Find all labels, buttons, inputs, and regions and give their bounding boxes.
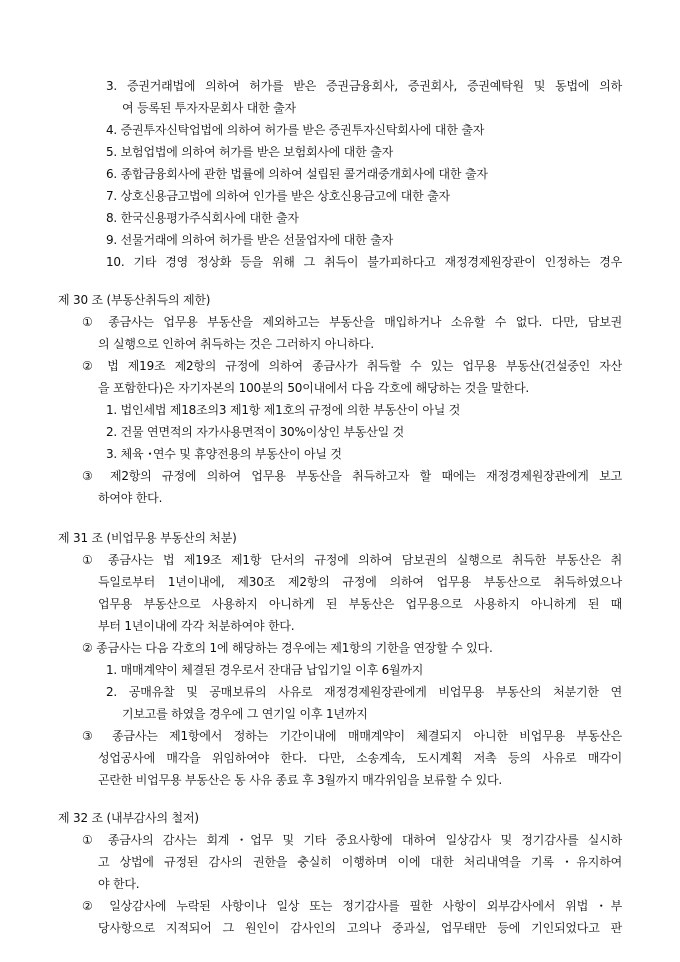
art31-para2: ② 종금사는 다음 각호의 1에 해당하는 경우에는 제1항의 기한을 연장할 수 있다. [82, 641, 493, 655]
art32-para1: ① 종금사의 감사는 회계 ･업무 및 기타 중요사항에 대하여 일상감사 및 정기감사를 실시하 [82, 833, 622, 847]
art30-para1: ① 종금사는 업무용 부동산을 제외하고는 부동산을 매입하거나 소유할 수 없다. 다만, 담보권 [82, 315, 622, 329]
art30-item1: 1. 법인세법 제18조의3 제1항 제1호의 규정에 의한 부동산이 아닐 것 [106, 403, 461, 417]
art31-item2-cont: 기보고를 하였을 경우에 그 연기일 이후 1년까지 [122, 707, 368, 721]
art30-item2: 2. 건물 연면적의 자가사용면적이 30%이상인 부동산일 것 [106, 425, 405, 439]
art30-para1-cont: 의 실행으로 인하여 취득하는 것은 그러하지 아니하다. [98, 337, 374, 351]
art30-item3: 3. 체육 ･연수 및 휴양전용의 부동산이 아닐 것 [106, 447, 342, 461]
art31-para1: ① 종금사는 법 제19조 제1항 단서의 규정에 의하여 담보권의 실행으로 취득한 부동산은 취 [82, 553, 622, 567]
art30-para2-cont: 을 포함한다)은 자기자본의 100분의 50이내에서 다음 각호에 해당하는 것을 말한다. [98, 381, 529, 395]
list-item-5: 5. 보험업법에 의하여 허가를 받은 보험회사에 대한 출자 [106, 145, 393, 159]
list-item-10: 10. 기타 경영 정상화 등을 위해 그 취득이 불가피하다고 재정경제원장관이 인정하는 경우 [106, 255, 622, 269]
art30-para3: ③ 제2항의 규정에 의하여 업무용 부동산을 취득하고자 할 때에는 재정경제원장관에게 보고 [82, 469, 622, 483]
article-31-heading: 제 31 조 (비업무용 부동산의 처분) [58, 531, 237, 545]
article-32-heading: 제 32 조 (내부감사의 철저) [58, 811, 199, 825]
art32-para1-cont2: 야 한다. [98, 877, 140, 891]
art31-para1-cont1: 득일로부터 1년이내에, 제30조 제2항의 규정에 의하여 업무용 부동산으로 취득하였으나 [98, 575, 622, 589]
art30-para3-cont: 하여야 한다. [98, 491, 163, 505]
list-item-3: 3. 증권거래법에 의하여 허가를 받은 증권금융회사, 증권회사, 증권예탁원 및 동법에 의하 [106, 79, 622, 93]
list-item-3-cont: 여 등록된 투자자문회사 대한 출자 [122, 101, 296, 115]
list-item-8: 8. 한국신용평가주식회사에 대한 출자 [106, 211, 299, 225]
art30-para2: ② 법 제19조 제2항의 규정에 의하여 종금사가 취득할 수 있는 업무용 부동산(건설중인 자산 [82, 359, 622, 373]
art31-para1-cont2: 업무용 부동산으로 사용하지 아니하게 된 부동산은 업무용으로 사용하지 아니하게 된 때 [98, 597, 622, 611]
article-30-heading: 제 30 조 (부동산취득의 제한) [58, 293, 211, 307]
art31-item2: 2. 공매유찰 및 공매보류의 사유로 재정경제원장관에게 비업무용 부동산의 처분기한 연 [106, 685, 622, 699]
list-item-6: 6. 종합금융회사에 관한 법률에 의하여 설립된 콜거래중개회사에 대한 출자 [106, 167, 488, 181]
art31-para1-cont3: 부터 1년이내에 각각 처분하여야 한다. [98, 619, 295, 633]
art31-para3-cont2: 곤란한 비업무용 부동산은 동 사유 종료 후 3월까지 매각위임을 보류할 수 있다. [98, 773, 502, 787]
list-item-9: 9. 선물거래에 의하여 허가를 받은 선물업자에 대한 출자 [106, 233, 393, 247]
art32-para1-cont1: 고 상법에 규정된 감사의 권한을 충실히 이행하며 이에 대한 처리내역을 기록 ･유지하여 [98, 855, 622, 869]
art31-para3: ③ 종금사는 제1항에서 정하는 기간이내에 매매계약이 체결되지 아니한 비업무용 부동산은 [82, 729, 622, 743]
art31-para3-cont1: 성업공사에 매각을 위임하여야 한다. 다만, 소송계속, 도시계획 저촉 등의 사유로 매각이 [98, 751, 622, 765]
list-item-7: 7. 상호신용금고법에 의하여 인가를 받은 상호신용금고에 대한 출자 [106, 189, 450, 203]
art31-item1: 1. 매매계약이 체결된 경우로서 잔대금 납입기일 이후 6월까지 [106, 663, 424, 677]
art32-para2: ② 일상감사에 누락된 사항이나 일상 또는 정기감사를 필한 사항이 외부감사에서 위법 ･부 [82, 899, 622, 913]
art32-para2-cont1: 당사항으로 지적되어 그 원인이 감사인의 고의나 중과실, 업무태만 등에 기인되었다고 판 [98, 921, 622, 935]
list-item-4: 4. 증권투자신탁업법에 의하여 허가를 받은 증권투자신탁회사에 대한 출자 [106, 123, 485, 137]
